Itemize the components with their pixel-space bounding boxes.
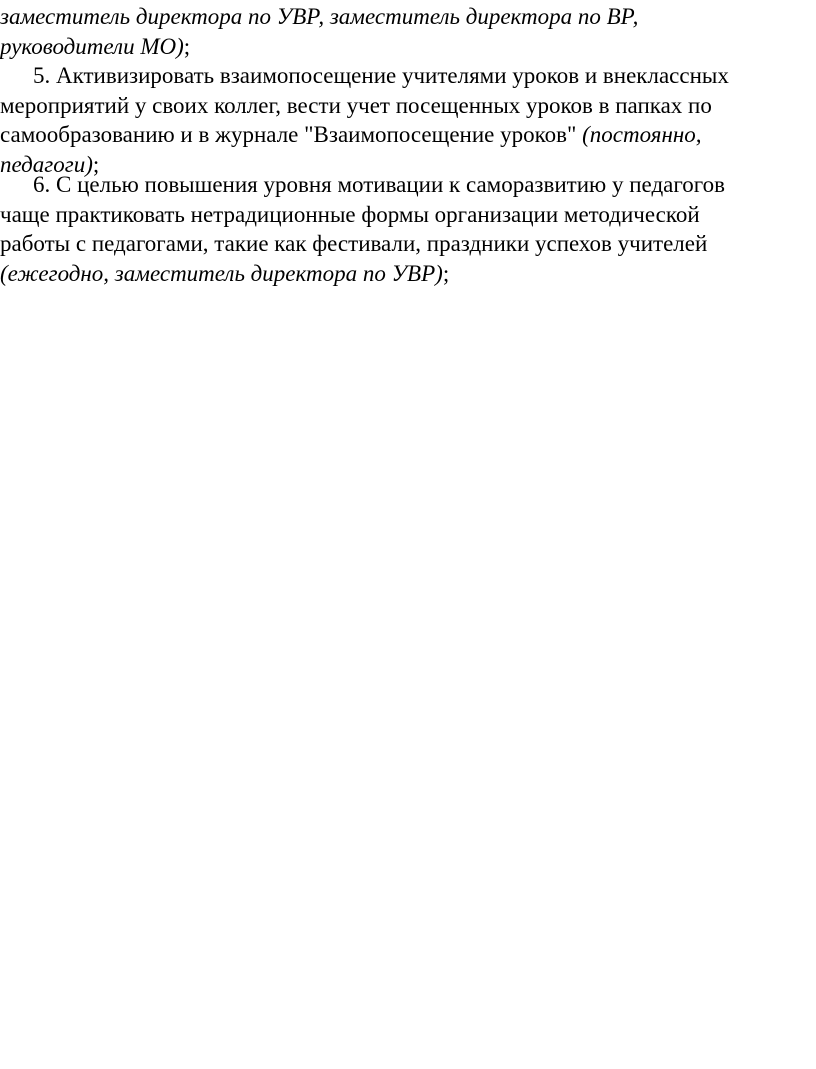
item-5-responsible-text: педагоги) — [0, 151, 93, 177]
paragraph-continuation — [0, 2, 638, 61]
paragraph-item-6 — [0, 170, 725, 288]
item-6-line-4 — [0, 259, 725, 289]
responsible-persons-text: руководители МО) — [0, 33, 184, 59]
item-5-line-3 — [0, 120, 729, 150]
semicolon: ; — [183, 33, 191, 59]
paragraph-item-5 — [0, 61, 729, 179]
item-6-line-2: чаще практиковать нетрадиционные формы организации методической — [0, 201, 700, 227]
item-6-line-1: 6. С целью повышения уровня мотивации к саморазвитию у педагогов — [33, 172, 725, 197]
item-5-line-2: мероприятий у своих коллег, вести учет посещенных уроков в папках по — [0, 92, 712, 118]
item-5-line-1: 5. Активизировать взаимопосещение учителями уроков и внеклассных — [33, 63, 729, 88]
item-6-line-3: работы с педагогами, такие как фестивали, праздники успехов учителей — [0, 231, 708, 257]
semicolon: ; — [92, 151, 100, 177]
paragraph-continuation-line-1: заместитель директора по УВР, заместитель директора по ВР, — [0, 4, 639, 29]
semicolon: ; — [442, 260, 450, 286]
item-5-deadline-text: (постоянно, — [582, 122, 702, 148]
item-5-line-3-text: самообразованию и в журнале "Взаимопосещение уроков" — [0, 122, 583, 148]
paragraph-continuation-line-2 — [0, 32, 638, 62]
item-6-deadline-responsible-text: (ежегодно, заместитель директора по УВР) — [0, 260, 443, 286]
